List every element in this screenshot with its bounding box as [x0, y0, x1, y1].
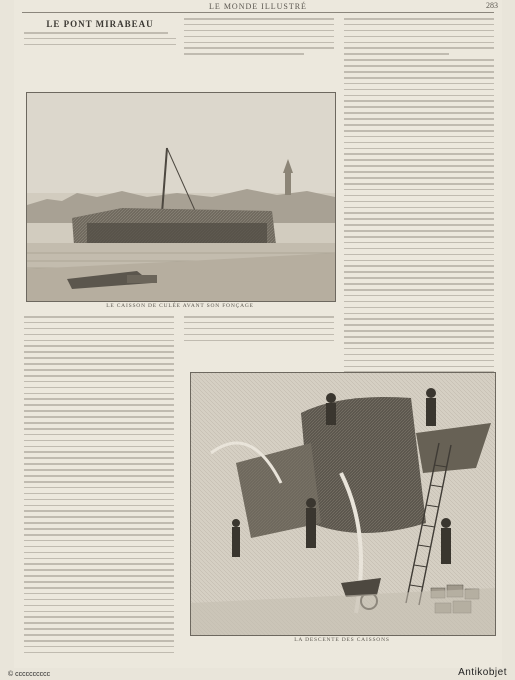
figure-caption: LA DESCENTE DES CAISSONS: [294, 637, 390, 643]
text-line: [344, 342, 494, 344]
text-line: [24, 410, 174, 412]
text-line: [344, 95, 494, 97]
text-line: [184, 18, 334, 20]
text-line: [344, 112, 494, 114]
text-line: [344, 177, 494, 179]
text-line: [344, 265, 494, 267]
text-line: [24, 493, 174, 495]
text-line: [24, 316, 174, 318]
page-number: 283: [486, 1, 498, 10]
text-line: [24, 451, 174, 453]
text-line: [24, 540, 174, 542]
text-line: [184, 328, 334, 330]
text-line: [344, 100, 494, 102]
text-line: [184, 53, 304, 55]
text-line: [24, 387, 174, 389]
text-line: [24, 611, 174, 613]
text-line: [344, 183, 494, 185]
text-line: [24, 463, 174, 465]
text-line: [344, 260, 494, 262]
figure-caption: LE CAISSON DE CULÉE AVANT SON FONÇAGE: [106, 303, 254, 309]
text-line: [344, 307, 494, 309]
text-line: [344, 218, 494, 220]
text-line: [344, 159, 494, 161]
text-line: [344, 201, 494, 203]
text-line: [344, 195, 494, 197]
text-line: [24, 363, 174, 365]
text-line: [184, 47, 334, 49]
text-line: [344, 30, 494, 32]
text-line: [344, 348, 494, 350]
text-line: [344, 24, 494, 26]
text-line: [344, 313, 494, 315]
text-line: [344, 18, 494, 20]
text-line: [24, 616, 174, 618]
text-line: [344, 236, 494, 238]
text-line: [24, 634, 174, 636]
text-line: [24, 357, 174, 359]
text-line: [344, 47, 494, 49]
text-line: [344, 65, 494, 67]
text-line: [184, 322, 334, 324]
text-line: [184, 30, 334, 32]
text-line: [184, 36, 334, 38]
text-line: [344, 212, 494, 214]
text-line: [24, 393, 174, 395]
text-line: [184, 42, 334, 44]
text-line: [344, 142, 494, 144]
text-line: [344, 124, 494, 126]
text-line: [344, 36, 494, 38]
text-line: [24, 516, 174, 518]
column-lower-middle: [184, 316, 334, 345]
text-line: [24, 381, 174, 383]
text-line: [344, 283, 494, 285]
text-line: [24, 469, 174, 471]
text-line: [24, 32, 168, 34]
running-head: LE MONDE ILLUSTRÉ: [209, 2, 307, 11]
text-line: [24, 552, 174, 554]
text-line: [24, 558, 174, 560]
text-line: [24, 605, 174, 607]
text-line: [344, 277, 494, 279]
text-line: [24, 440, 174, 442]
text-line: [24, 499, 174, 501]
text-line: [344, 301, 494, 303]
text-line: [24, 593, 174, 595]
text-line: [344, 318, 494, 320]
text-line: [24, 505, 174, 507]
text-line: [344, 189, 494, 191]
text-line: [24, 510, 174, 512]
text-line: [24, 446, 174, 448]
text-line: [344, 59, 494, 61]
text-line: [24, 351, 174, 353]
text-line: [24, 481, 174, 483]
text-line: [24, 646, 174, 648]
text-line: [24, 569, 174, 571]
column-lower-left: [24, 316, 174, 658]
text-line: [344, 71, 494, 73]
text-line: [24, 622, 174, 624]
text-line: [24, 334, 174, 336]
text-line: [24, 434, 174, 436]
text-line: [24, 375, 174, 377]
text-line: [24, 398, 174, 400]
text-line: [344, 136, 494, 138]
text-line: [24, 345, 174, 347]
text-line: [24, 44, 176, 46]
text-line: [24, 422, 174, 424]
text-line: [344, 289, 494, 291]
text-line: [24, 322, 174, 324]
text-line: [24, 457, 174, 459]
text-line: [24, 599, 174, 601]
text-line: [344, 171, 494, 173]
column-top-middle: [184, 18, 334, 59]
watermark-logo: Antikobjet: [458, 667, 507, 678]
text-line: [344, 295, 494, 297]
text-line: [344, 89, 494, 91]
text-line: [24, 522, 174, 524]
text-line: [344, 118, 494, 120]
engraving-river-scene: [27, 93, 335, 301]
text-line: [344, 248, 494, 250]
text-line: [344, 42, 494, 44]
text-line: [344, 354, 494, 356]
text-line: [24, 487, 174, 489]
copyright-notice: © cccccccccc: [8, 671, 51, 678]
column-right: [344, 18, 494, 389]
text-line: [24, 416, 174, 418]
text-line: [24, 475, 174, 477]
engraving-construction-scene: [191, 373, 495, 635]
text-line: [344, 366, 494, 368]
text-line: [24, 587, 174, 589]
text-line: [344, 224, 494, 226]
illustration-workers-caisson: [190, 372, 496, 636]
text-line: [344, 130, 494, 132]
text-line: [24, 546, 174, 548]
column-top-left: [24, 18, 176, 50]
text-line: [24, 640, 174, 642]
text-line: [24, 369, 174, 371]
text-line: [344, 77, 494, 79]
text-line: [344, 53, 449, 55]
text-line: [344, 360, 494, 362]
text-line: [184, 340, 334, 342]
text-line: [24, 581, 174, 583]
text-line: [184, 334, 334, 336]
text-line: [24, 628, 174, 630]
text-line: [24, 575, 174, 577]
text-line: [184, 24, 334, 26]
text-line: [344, 83, 494, 85]
text-line: [344, 165, 494, 167]
text-line: [344, 324, 494, 326]
text-line: [344, 106, 494, 108]
text-line: [344, 271, 494, 273]
header-rule: [22, 12, 494, 13]
text-line: [24, 38, 176, 40]
text-line: [344, 148, 494, 150]
text-line: [24, 428, 174, 430]
article-title: LE PONT MIRABEAU: [46, 19, 154, 29]
text-line: [344, 207, 494, 209]
text-line: [24, 652, 174, 654]
text-line: [344, 242, 494, 244]
newspaper-page: [14, 0, 502, 668]
text-line: [24, 563, 174, 565]
text-line: [344, 153, 494, 155]
text-line: [344, 254, 494, 256]
text-line: [184, 316, 334, 318]
text-line: [344, 336, 494, 338]
text-line: [344, 330, 494, 332]
text-line: [344, 230, 494, 232]
illustration-caisson-seine: [26, 92, 336, 302]
text-line: [24, 340, 174, 342]
text-line: [24, 534, 174, 536]
text-line: [24, 328, 174, 330]
text-line: [24, 528, 174, 530]
text-line: [24, 404, 174, 406]
